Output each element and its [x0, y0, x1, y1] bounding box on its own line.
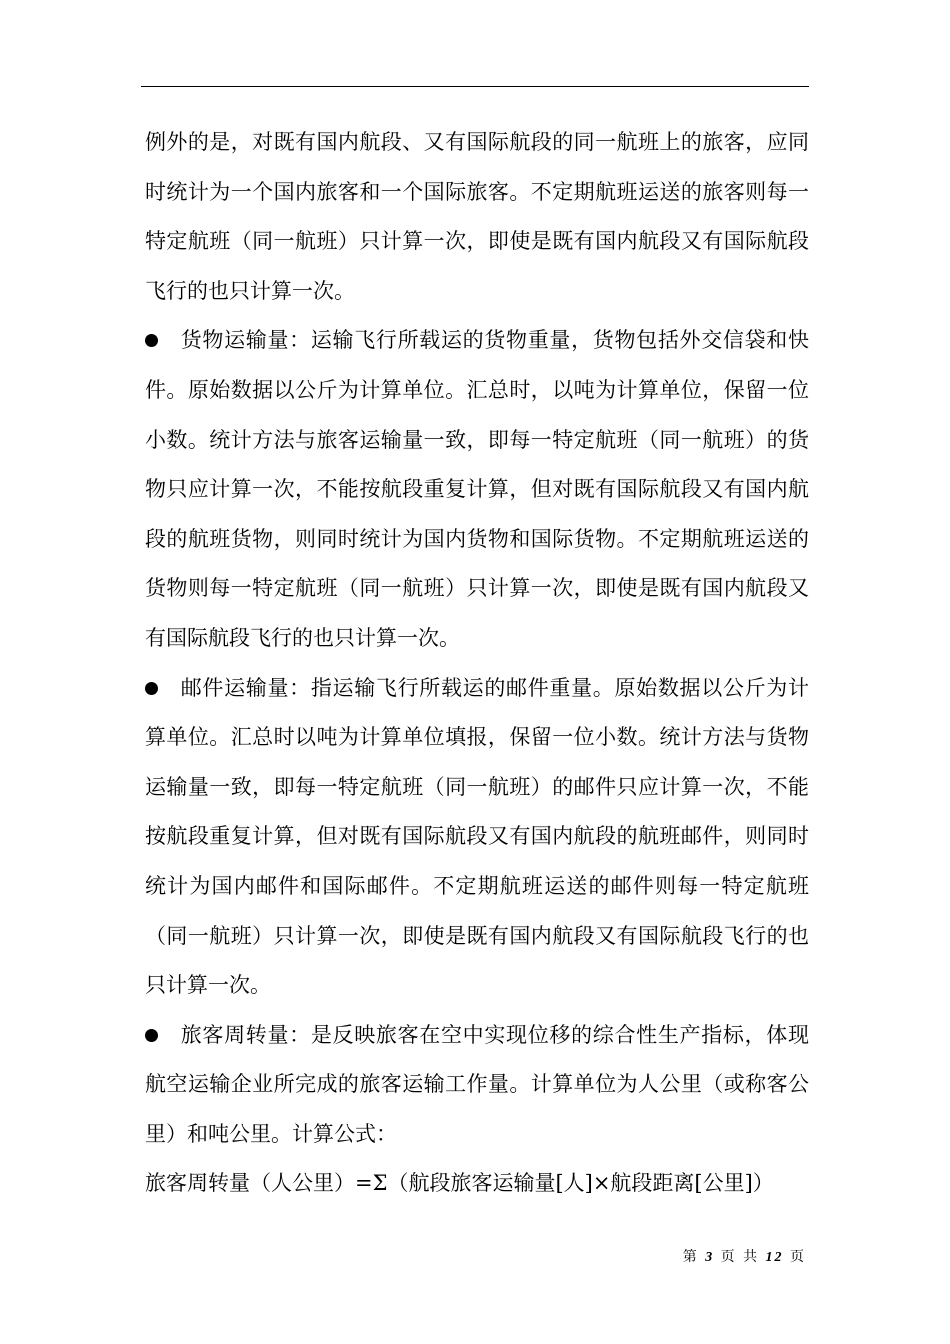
page-footer: [0, 1246, 806, 1266]
paragraph-passenger-exception: 例外的是，对既有国内航段、又有国际航段的同一航班上的旅客，应同时统计为一个国内旅客和一个国际旅客。不定期航班运送的旅客则每一特定航班（同一航班）只计算一次，即使是既有国内航段又有国际航段飞行的也只计算一次。: [145, 130, 809, 303]
paragraph-cargo-volume: 货物运输量：运输飞行所载运的货物重量，货物包括外交信袋和快件。原始数据以公斤为计算单位。汇总时，以吨为计算单位，保留一位小数。统计方法与旅客运输量一致，即每一特定航班（同一航班）的货物只应计算一次，不能按航段重复计算，但对既有国际航段又有国内航段的航班货物，则同时统计为国内货物和国际货物。不定期航班运送的货物则每一特定航班（同一航班）只计算一次，即使是既有国内航段又有国际航段飞行的也只计算一次。: [145, 328, 809, 650]
formula-passenger-turnover: 旅客周转量（人公里）=Σ（航段旅客运输量[人]×航段距离[公里]）: [145, 1171, 774, 1196]
footer-total-pages: 12: [765, 1250, 784, 1265]
document-body: [145, 118, 809, 1209]
bullet-icon: [145, 682, 158, 695]
paragraph-passenger-turnover: 旅客周转量：是反映旅客在空中实现位移的综合性生产指标，体现航空运输企业所完成的旅客运输工作量。计算单位为人公里（或称客公里）和吨公里。计算公式：: [145, 1022, 809, 1146]
paragraph-mail-volume: 邮件运输量：指运输飞行所载运的邮件重量。原始数据以公斤为计算单位。汇总时以吨为计算单位填报，保留一位小数。统计方法与货物运输量一致，即每一特定航班（同一航班）的邮件只应计算一次，不能按航段重复计算，但对既有国际航段又有国内航段的航班邮件，则同时统计为国内邮件和国际邮件。不定期航班运送的邮件则每一特定航班（同一航班）只计算一次，即使是既有国内航段又有国际航段飞行的也只计算一次。: [145, 675, 809, 998]
footer-middle: 页 共: [720, 1249, 760, 1265]
bullet-icon: [145, 334, 158, 347]
footer-suffix: 页: [790, 1249, 806, 1265]
footer-page-number: 3: [705, 1250, 715, 1265]
bullet-icon: [145, 1029, 158, 1042]
header-rule: [141, 86, 809, 87]
footer-prefix: 第: [682, 1249, 699, 1265]
